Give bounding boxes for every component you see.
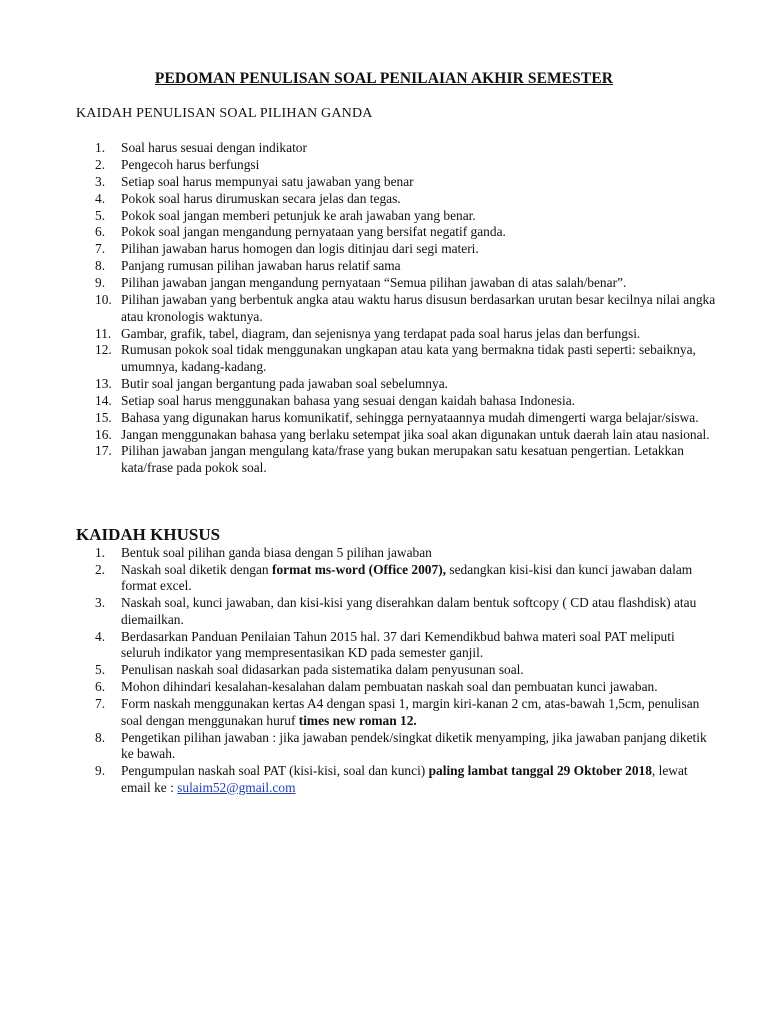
email-link[interactable]: sulaim52@gmail.com <box>177 779 296 795</box>
list-item <box>0 629 768 662</box>
list-number: 3. <box>95 595 106 611</box>
list-text-pre: Form naskah menggunakan kertas A4 dengan spasi 1, margin kiri-kanan 2 cm, atas-bawah 1,5cm, penulisan soal dengan menggunakan huruf <box>121 696 700 728</box>
list-number: 9. <box>95 763 106 779</box>
list-number: 5. <box>95 207 106 223</box>
list-number: 10. <box>95 292 112 308</box>
list-number: 2. <box>95 156 106 172</box>
list-number: 9. <box>95 275 106 291</box>
list-item <box>0 326 768 343</box>
list-text: Berdasarkan Panduan Penilaian Tahun 2015 hal. 37 dari Kemendikbud bahwa materi soal PAT meliputi seluruh indikator yang mempresentasikan KD pada semester ganjil. <box>121 628 675 661</box>
list-number: 3. <box>95 173 106 189</box>
list-number: 7. <box>95 241 106 257</box>
list-item <box>0 241 768 258</box>
list-number: 6. <box>95 679 106 695</box>
list-text: Bahasa yang digunakan harus komunikatif, sehingga pernyataannya mudah dimengerti warga belajar/siswa. <box>121 409 699 425</box>
document-title: PEDOMAN PENULISAN SOAL PENILAIAN AKHIR SEMESTER <box>154 70 614 87</box>
list-item <box>0 174 768 191</box>
list-number: 4. <box>95 190 106 206</box>
list-text-pre: Pengumpulan naskah soal PAT (kisi-kisi, soal dan kunci) <box>121 763 429 779</box>
list-number: 5. <box>95 662 106 678</box>
list-text: Pilihan jawaban yang berbentuk angka atau waktu harus disusun berdasarkan urutan besar kecilnya nilai angka atau kronologis waktunya. <box>121 292 716 324</box>
list-number: 2. <box>95 561 106 577</box>
list-number: 14. <box>95 392 112 408</box>
list-text: Pokok soal harus dirumuskan secara jelas dan tegas. <box>121 190 401 206</box>
list-number: 8. <box>95 729 106 745</box>
list-item <box>0 410 768 427</box>
list-item <box>0 191 768 208</box>
list-text: Gambar, grafik, tabel, diagram, dan sejenisnya yang terdapat pada soal harus jelas dan berfungsi. <box>121 325 641 341</box>
list-number: 1. <box>95 140 106 155</box>
list-number: 13. <box>95 375 112 391</box>
list-text-bold: paling lambat tanggal 29 Oktober 2018 <box>428 763 652 779</box>
list-item <box>0 208 768 225</box>
list-number: 12. <box>95 342 112 358</box>
list-text: Panjang rumusan pilihan jawaban harus relatif sama <box>121 258 401 274</box>
list-text: Bentuk soal pilihan ganda biasa dengan 5 pilihan jawaban <box>121 545 432 560</box>
list-text: Setiap soal harus mempunyai satu jawaban yang benar <box>121 173 414 189</box>
list-item <box>0 275 768 292</box>
list-text: Butir soal jangan bergantung pada jawaban soal sebelumnya. <box>121 375 448 391</box>
list-item <box>0 342 768 375</box>
list-item <box>0 763 768 796</box>
list-text: Rumusan pokok soal tidak menggunakan ungkapan atau kata yang bermakna tidak pasti seperti: sebaiknya, umumnya, kadang-kadang. <box>121 342 696 374</box>
list-number: 1. <box>95 545 106 560</box>
list-text: Pilihan jawaban jangan mengulang kata/frase yang bukan merupakan satu kesatuan pengertian. Letakkan kata/frase pada pokok soal. <box>121 443 684 476</box>
list-text-bold: times new roman 12. <box>298 712 417 728</box>
list-item <box>0 662 768 679</box>
list-item <box>0 140 768 157</box>
list-item <box>0 258 768 275</box>
list-text: Pokok soal jangan memberi petunjuk ke arah jawaban yang benar. <box>121 207 476 223</box>
section-heading-pilihan-ganda: KAIDAH PENULISAN SOAL PILIHAN GANDA <box>76 106 373 121</box>
list-item <box>0 157 768 174</box>
list-text-pre: Naskah soal diketik dengan <box>121 561 272 577</box>
list-text: Pengecoh harus berfungsi <box>121 156 260 172</box>
list-item <box>0 376 768 393</box>
section-heading-khusus: KAIDAH KHUSUS <box>76 525 221 544</box>
list-number: 15. <box>95 409 112 425</box>
list-item <box>0 224 768 241</box>
list-text: Jangan menggunakan bahasa yang berlaku setempat jika soal akan digunakan untuk daerah lain atau nasional. <box>121 426 710 442</box>
list-item <box>0 393 768 410</box>
list-text: Mohon dihindari kesalahan-kesalahan dalam pembuatan naskah soal dan pembuatan kunci jawaban. <box>121 679 658 695</box>
list-number: 6. <box>95 224 106 240</box>
list-item <box>0 696 768 729</box>
list-text-bold: format ms-word (Office 2007), <box>271 561 447 577</box>
list-item <box>0 443 768 476</box>
list-text: Pilihan jawaban jangan mengandung pernyataan “Semua pilihan jawaban di atas salah/benar”. <box>121 275 627 291</box>
list-item <box>0 595 768 628</box>
list-text: Naskah soal, kunci jawaban, dan kisi-kisi yang diserahkan dalam bentuk softcopy ( CD atau flashdisk) atau diemailkan. <box>121 595 697 627</box>
list-item <box>0 562 768 595</box>
list-number: 7. <box>95 696 106 712</box>
list-text: Pilihan jawaban harus homogen dan logis ditinjau dari segi materi. <box>121 241 479 257</box>
list-number: 8. <box>95 258 106 274</box>
list-text: Pokok soal jangan mengandung pernyataan yang bersifat negatif ganda. <box>121 224 506 240</box>
list-item <box>0 427 768 444</box>
pilihan-ganda-list <box>0 140 768 477</box>
list-number: 17. <box>95 443 112 459</box>
list-text: Soal harus sesuai dengan indikator <box>121 140 307 155</box>
list-text-post: sedangkan kisi-kisi dan kunci jawaban dalam format excel. <box>121 561 693 594</box>
list-number: 11. <box>95 325 112 341</box>
list-number: 16. <box>95 426 112 442</box>
list-text: Setiap soal harus menggunakan bahasa yang sesuai dengan kaidah bahasa Indonesia. <box>121 392 576 408</box>
list-item <box>0 730 768 763</box>
list-text: Penulisan naskah soal didasarkan pada sistematika dalam penyusunan soal. <box>121 662 524 678</box>
list-item <box>0 292 768 325</box>
list-number: 4. <box>95 628 106 644</box>
list-item <box>0 545 768 562</box>
list-text: Pengetikan pilihan jawaban : jika jawaban pendek/singkat diketik menyamping, jika jawaban panjang diketik ke bawah. <box>121 729 707 762</box>
list-item <box>0 679 768 696</box>
kaidah-khusus-list <box>0 545 768 797</box>
list-text-post: , lewat email ke : <box>121 763 688 795</box>
